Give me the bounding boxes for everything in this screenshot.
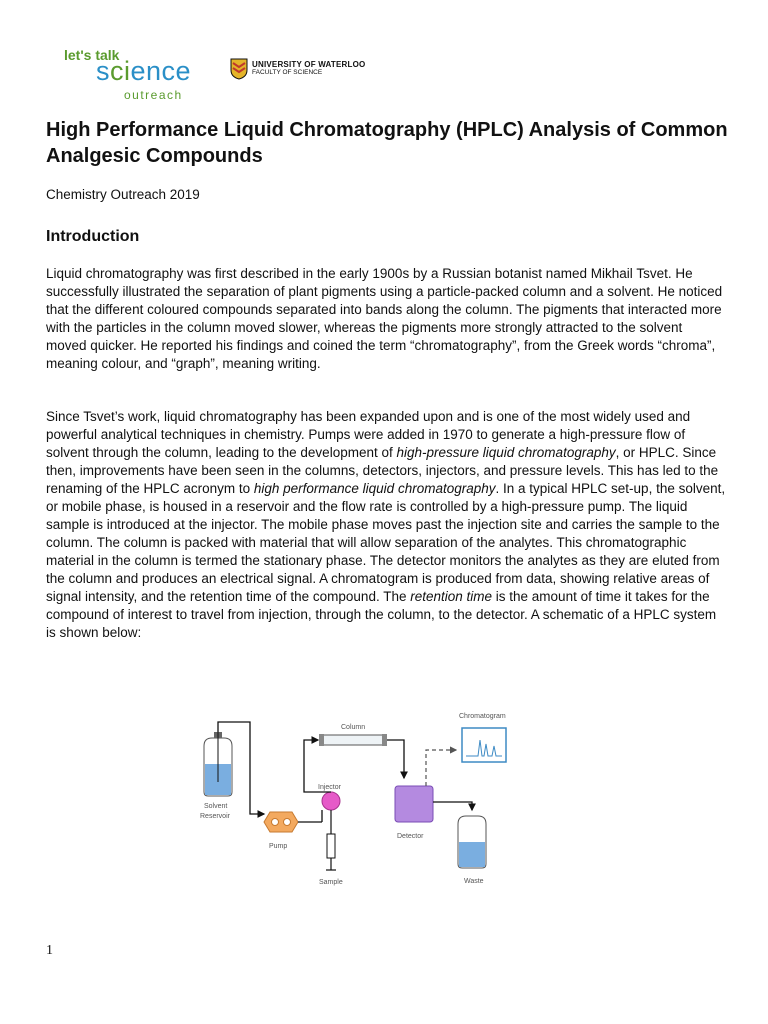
chromatogram-icon <box>462 728 506 762</box>
paragraph-1: Liquid chromatography was first described in the early 1900s by a Russian botanist named Mikhail Tsvet. He successfully illustrated the separation of plant pigments using a particle-packed column and a solvent. He noticed that the different coloured compounds separated into bands along the column. The pigments that interacted more with the particles in the column moved slower, whereas the pigments more strongly attracted to the solvent moved quicker. He reported his findings and coined the term “chromatography”, from the Greek words “chroma”, meaning colour, and “graph”, meaning writing. <box>46 266 723 371</box>
label-waste: Waste <box>464 878 484 885</box>
section-heading-introduction: Introduction <box>46 228 140 245</box>
paragraph-2-text-2: , or HPLC. Since then, improvements have been seen in the columns, detectors, injectors, and pressure levels. This has led to the renaming of the HPLC acronym to <box>46 445 719 496</box>
uwaterloo-shield-icon <box>230 58 248 80</box>
document-subtitle: Chemistry Outreach 2019 <box>46 187 200 202</box>
paragraph-2-text-1: Since Tsvet’s work, liquid chromatography has been expanded upon and is one of the most widely used and powerful analytical techniques in chemistry. Pumps were added in 1970 to generate a high-pressure flow of solvent through the column, leading to the development of <box>46 409 691 460</box>
logo-text-outreach: outreach <box>124 88 183 102</box>
paragraph-2-text-3: . In a typical HPLC set-up, the solvent, or mobile phase, is housed in a reservoir and the flow rate is controlled by a high-pressure pump. The liquid sample is introduced at the injector. The mobile phase moves past the injection site and carries the sample to the column. The column is packed with material that will allow separation of the analytes. This chromatographic material in the column is termed the stationary phase. The detector monitors the analytes as they are eluted from the column and produces an electrical signal. A chromatogram is produced from data, showing relative areas of signal intensity, and the retention time of the compound. The <box>46 481 726 604</box>
waste-container-icon <box>458 816 486 868</box>
pump-icon <box>264 812 298 832</box>
uwaterloo-name: UNIVERSITY OF WATERLOO <box>252 60 366 69</box>
label-detector: Detector <box>397 833 424 840</box>
solvent-reservoir-icon <box>204 732 232 796</box>
logo-text-science <box>96 56 191 87</box>
hplc-schematic-diagram <box>186 702 546 894</box>
logo-text-science-s: s <box>96 56 110 86</box>
document-title: High Performance Liquid Chromatography (HPLC) Analysis of Common Analgesic Compounds <box>46 119 728 167</box>
detector-icon <box>395 786 433 822</box>
label-chromatogram: Chromatogram <box>459 713 506 720</box>
paragraph-2-text-4: is the amount of time it takes for the compound of interest to travel from injection, through the column, to the detector. A schematic of a HPLC system is shown below: <box>46 589 717 640</box>
label-injector: Injector <box>318 784 341 791</box>
paragraph-2-italic-2: high performance liquid chromatography <box>253 481 496 496</box>
page-number: 1 <box>46 943 53 958</box>
uwaterloo-logo <box>230 58 390 88</box>
paragraph-2 <box>46 408 726 642</box>
injector-icon <box>322 792 340 810</box>
logo-text-lets-talk: let's talk <box>64 47 120 63</box>
header-logos <box>62 44 382 104</box>
lets-talk-science-logo <box>62 44 202 104</box>
logo-text-science-ci: ci <box>110 56 131 86</box>
label-column: Column <box>341 724 366 731</box>
paragraph-2-italic-1: high-pressure liquid chromatography <box>396 445 616 460</box>
label-pump: Pump <box>269 843 288 850</box>
paragraph-2-italic-3: retention time <box>410 589 493 604</box>
sample-syringe-icon <box>326 810 336 870</box>
logo-text-science-ence: ence <box>130 56 192 86</box>
column-icon <box>319 734 387 746</box>
uwaterloo-faculty: FACULTY OF SCIENCE <box>252 69 323 76</box>
label-sample: Sample <box>319 879 343 886</box>
label-solvent-line1: Solvent <box>204 803 228 810</box>
label-solvent-line2: Reservoir <box>200 813 230 820</box>
